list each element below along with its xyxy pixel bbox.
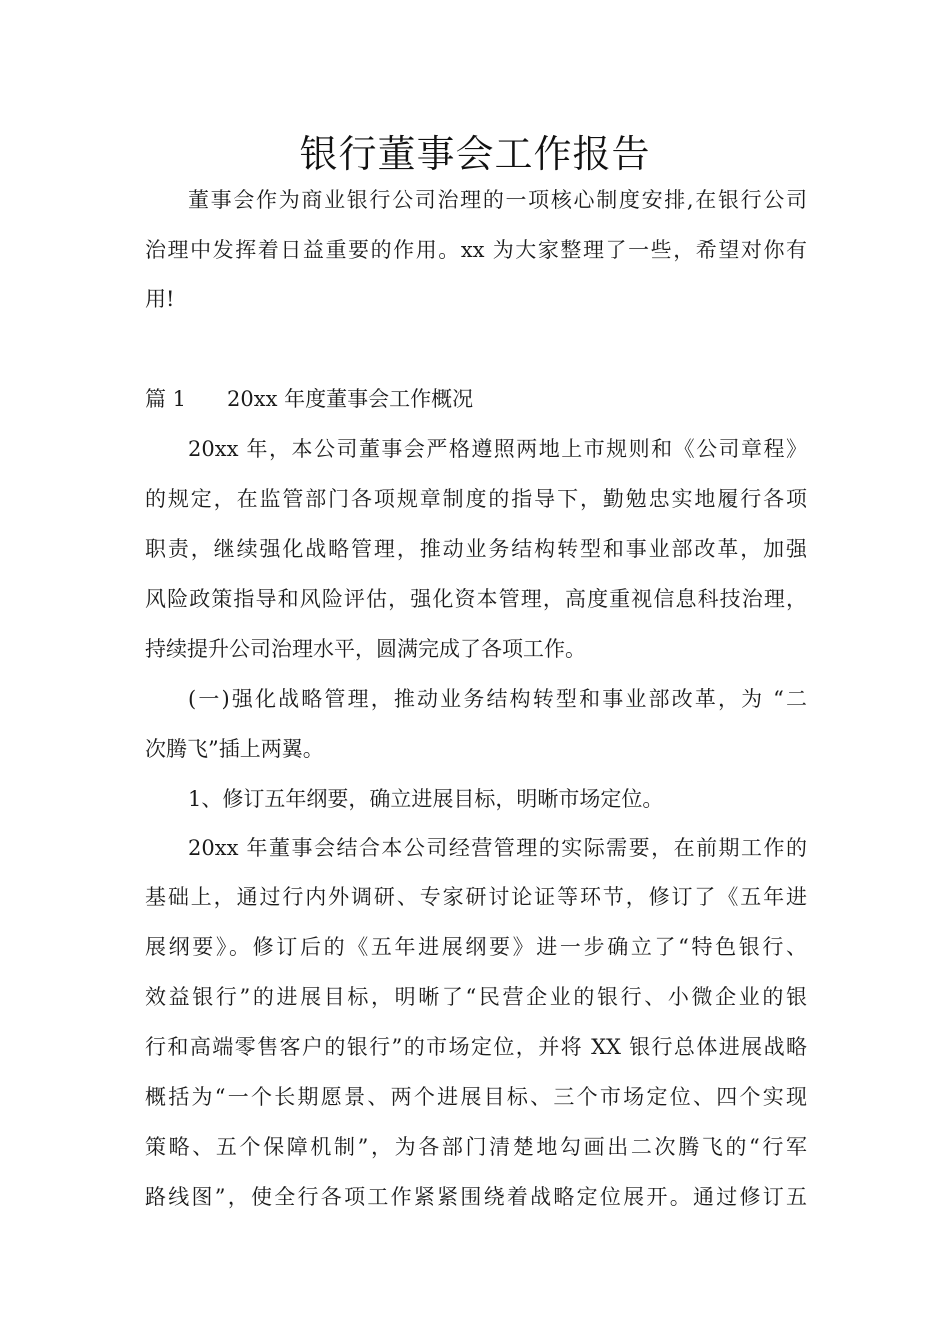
paragraph2-line-5: 行和高端零售客户的银行”的市场定位，并将 XX 银行总体进展战略 (145, 1035, 807, 1059)
paragraph2-line-1: 20xx 年董事会结合本公司经营管理的实际需要，在前期工作的 (188, 836, 807, 860)
section-heading (145, 384, 473, 414)
paragraph1-line-5: 持续提升公司治理水平，圆满完成了各项工作。 (145, 637, 586, 661)
paragraph1-line-2: 的规定，在监管部门各项规章制度的指导下，勤勉忠实地履行各项 (145, 487, 807, 511)
paragraph2-line-3: 展纲要》。修订后的《五年进展纲要》进一步确立了“特色银行、 (145, 935, 807, 959)
paragraph2-line-8: 路线图”，使全行各项工作紧紧围绕着战略定位展开。通过修订五 (145, 1185, 807, 1209)
section-heading-number: 篇 1 (145, 387, 187, 411)
subheading-line-2: 次腾飞”插上两翼。 (145, 737, 324, 761)
item-1-heading: 1、修订五年纲要，确立进展目标，明晰市场定位。 (188, 787, 664, 811)
section-heading-text: 20xx 年度董事会工作概况 (227, 387, 474, 411)
intro-line-2: 治理中发挥着日益重要的作用。xx 为大家整理了一些，希望对你有 (145, 238, 807, 262)
subheading-line-1: (一)强化战略管理，推动业务结构转型和事业部改革，为 “二 (188, 687, 807, 711)
paragraph1-line-1: 20xx 年，本公司董事会严格遵照两地上市规则和《公司章程》 (188, 437, 807, 461)
paragraph2-line-7: 策略、五个保障机制”，为各部门清楚地勾画出二次腾飞的“行军 (145, 1135, 807, 1159)
paragraph2-line-6: 概括为“一个长期愿景、两个进展目标、三个市场定位、四个实现 (145, 1085, 807, 1109)
paragraph2-line-2: 基础上，通过行内外调研、专家研讨论证等环节，修订了《五年进 (145, 885, 807, 909)
intro-line-3: 用! (145, 287, 175, 311)
intro-line-1: 董事会作为商业银行公司治理的一项核心制度安排,在银行公司 (188, 188, 807, 212)
paragraph1-line-4: 风险政策指导和风险评估，强化资本管理，高度重视信息科技治理， (145, 587, 807, 611)
paragraph1-line-3: 职责，继续强化战略管理，推动业务结构转型和事业部改革，加强 (145, 537, 807, 561)
document-title: 银行董事会工作报告 (299, 132, 651, 176)
paragraph2-line-4: 效益银行”的进展目标，明晰了“民营企业的银行、小微企业的银 (145, 985, 807, 1009)
